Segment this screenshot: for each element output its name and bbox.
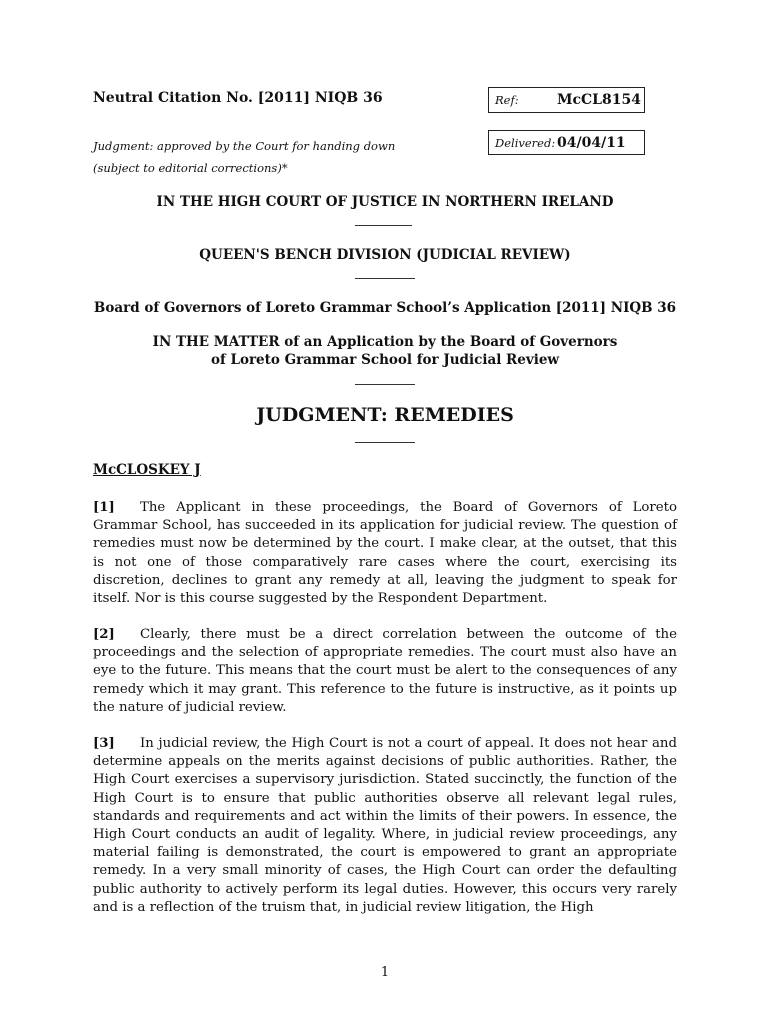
page-number: 1: [380, 965, 390, 980]
paragraph-3: [93, 735, 677, 917]
approval-note: [93, 135, 395, 179]
matter-line-2: of Loreto Grammar School for Judicial Review: [210, 352, 560, 368]
paragraph-text: Clearly, there must be a direct correlation between the outcome of the proceedings and the selection of appropriate remedies. The court must also have an eye to the future. This means that the court must be alert to the consequences of any remedy which it may grant. This reference to the future is instructive, as it points up the nature of judicial review.: [93, 627, 677, 715]
ref-value: McCL8154: [557, 92, 641, 108]
paragraph-1: [93, 499, 677, 608]
court-name: IN THE HIGH COURT OF JUSTICE IN NORTHERN IRELAND: [156, 194, 614, 210]
paragraph-number: [3]: [93, 736, 115, 751]
judgment-title: JUDGMENT: REMEDIES: [256, 404, 514, 426]
divider: [355, 384, 415, 385]
paragraph-number: [1]: [93, 500, 115, 515]
paragraph-text: The Applicant in these proceedings, the Board of Governors of Loreto Grammar School, has succeeded in its application for judicial review. The question of remedies must now be determined by the court. I make clear, at the outset, that this is not one of those comparatively rare cases where the court, exercising its discretion, declines to grant any remedy at all, leaving the judgment to speak for itself. Nor is this course suggested by the Respondent Department.: [93, 500, 677, 607]
approval-line-1: Judgment: approved by the Court for handing down: [93, 139, 396, 153]
delivered-value: 04/04/11: [557, 134, 626, 151]
ref-label: Ref:: [495, 93, 519, 107]
judge-name: McCLOSKEY J: [93, 462, 201, 478]
delivered-box: [488, 130, 645, 155]
approval-line-2: (subject to editorial corrections)*: [93, 161, 288, 175]
divider: [355, 442, 415, 443]
paragraph-2: [93, 626, 677, 717]
matter-line-1: IN THE MATTER of an Application by the Board of Governors: [152, 334, 618, 350]
divider: [355, 225, 412, 226]
divider: [355, 278, 415, 279]
court-division: QUEEN'S BENCH DIVISION (JUDICIAL REVIEW): [199, 247, 571, 263]
paragraph-text: In judicial review, the High Court is not a court of appeal. It does not hear and determine appeals on the merits against decisions of public authorities. Rather, the High Court exercises a supervisory jurisdiction. Stated succinctly, the function of the High Court is to ensure that public authorities observe all relevant legal rules, standards and requirements and act within the limits of their powers. In essence, the High Court conducts an audit of legality. Where, in judicial review proceedings, any material failing is demonstrated, the court is empowered to grant an appropriate remedy. In a very small minority of cases, the High Court can order the defaulting public authority to actively perform its legal duties. However, this occurs very rarely and is a reflection of the truism that, in judicial review litigation, the High: [93, 736, 677, 915]
case-title: Board of Governors of Loreto Grammar School’s Application [2011] NIQB 36: [93, 300, 677, 316]
delivered-label: Delivered:: [495, 135, 556, 150]
paragraph-number: [2]: [93, 627, 115, 642]
reference-box: [488, 87, 645, 113]
neutral-citation: Neutral Citation No. [2011] NIQB 36: [93, 90, 383, 106]
